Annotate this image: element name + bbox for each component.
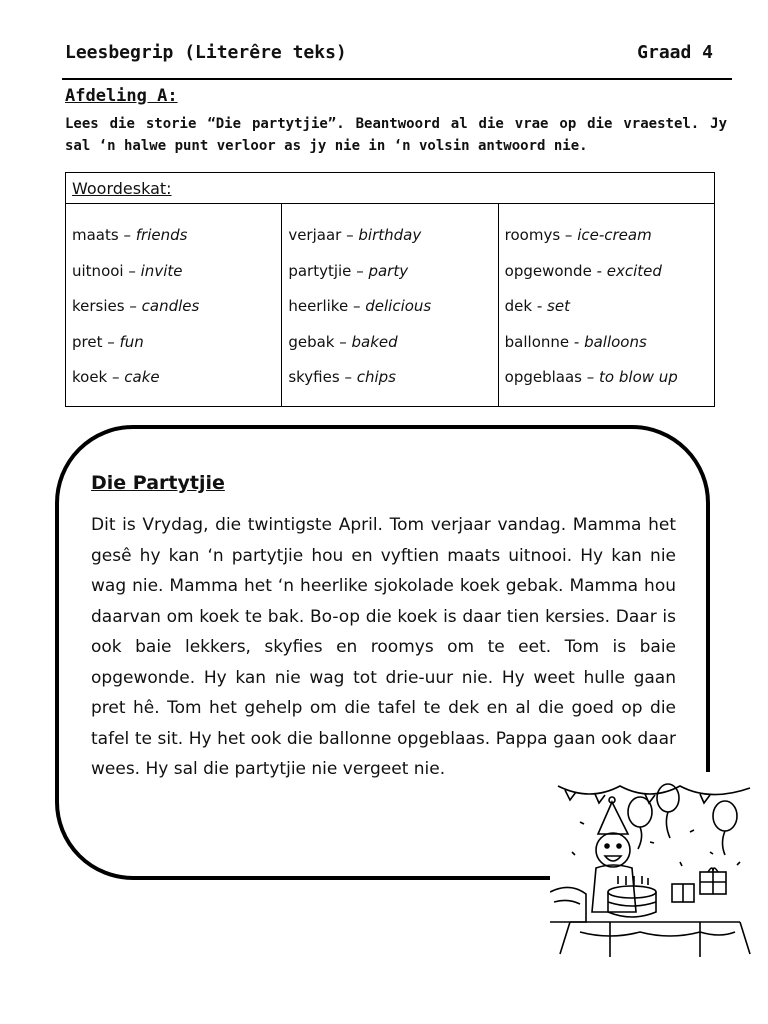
vocabulary-column <box>66 204 281 406</box>
vocabulary-english: baked <box>351 332 398 351</box>
vocabulary-afrikaans: verjaar <box>288 226 342 244</box>
vocabulary-entry <box>72 333 281 369</box>
vocabulary-afrikaans: partytjie <box>288 261 352 280</box>
birthday-boy-illustration <box>550 772 760 962</box>
header-divider <box>62 78 732 80</box>
vocabulary-columns <box>66 204 714 406</box>
vocabulary-separator: - <box>591 261 607 280</box>
vocabulary-afrikaans: koek <box>72 368 108 386</box>
vocabulary-column <box>281 204 497 406</box>
vocabulary-entry <box>72 226 281 262</box>
vocabulary-english: set <box>547 297 570 315</box>
vocabulary-separator: – <box>107 368 125 386</box>
vocabulary-entry <box>288 262 497 298</box>
vocabulary-afrikaans: ballonne <box>504 332 570 351</box>
vocabulary-english: delicious <box>365 297 432 315</box>
vocabulary-entry <box>72 297 281 333</box>
vocabulary-afrikaans: opgewonde <box>504 261 592 280</box>
vocabulary-separator: – <box>102 332 120 351</box>
vocabulary-english: chips <box>356 368 396 386</box>
vocabulary-entry <box>288 226 497 262</box>
vocabulary-afrikaans: heerlike <box>288 297 349 315</box>
vocabulary-entry <box>288 333 497 369</box>
vocabulary-english: to blow up <box>599 368 678 386</box>
section-title: Afdeling A: <box>65 86 178 106</box>
vocabulary-separator: – <box>341 226 359 244</box>
vocabulary-entry <box>505 226 714 262</box>
vocabulary-english: candles <box>141 297 200 315</box>
vocabulary-entry <box>505 368 714 404</box>
vocabulary-separator: – <box>351 261 369 280</box>
vocabulary-entry <box>288 368 497 404</box>
vocabulary-separator: - <box>569 332 585 351</box>
vocabulary-english: birthday <box>358 226 422 244</box>
vocabulary-separator: – <box>334 332 352 351</box>
vocabulary-separator: – <box>560 226 578 244</box>
birthday-party-drawing <box>550 772 760 962</box>
vocabulary-separator: – <box>339 368 357 386</box>
vocabulary-header <box>66 173 714 204</box>
vocabulary-table <box>65 172 715 407</box>
vocabulary-separator: – <box>348 297 366 315</box>
worksheet-title: Leesbegrip (Literêre teks) <box>65 42 347 63</box>
vocabulary-column <box>498 204 714 406</box>
vocabulary-english: party <box>368 261 409 280</box>
vocabulary-english: fun <box>119 332 144 351</box>
vocabulary-english: ice-cream <box>577 226 652 244</box>
vocabulary-afrikaans: pret <box>72 332 103 351</box>
vocabulary-separator: – <box>582 368 600 386</box>
vocabulary-english: excited <box>606 261 662 280</box>
vocabulary-entry <box>505 297 714 333</box>
vocabulary-afrikaans: opgeblaas <box>504 368 582 386</box>
vocabulary-english: cake <box>124 368 160 386</box>
vocabulary-separator: – <box>123 261 141 280</box>
vocabulary-separator: – <box>124 297 142 315</box>
vocabulary-english: invite <box>140 261 183 280</box>
vocabulary-entry <box>72 262 281 298</box>
vocabulary-entry <box>72 368 281 404</box>
vocabulary-afrikaans: kersies <box>72 297 125 315</box>
vocabulary-entry <box>505 262 714 298</box>
vocabulary-title: Woordeskat: <box>72 179 172 198</box>
vocabulary-afrikaans: roomys <box>504 226 561 244</box>
vocabulary-afrikaans: gebak <box>288 332 335 351</box>
vocabulary-afrikaans: uitnooi <box>72 261 124 280</box>
instructions: Lees die storie “Die partytjie”. Beantwoord al die vrae op die vraestel. Jy sal ‘n halwe punt verloor as jy nie in ‘n volsin antwoord nie. <box>65 116 727 154</box>
vocabulary-afrikaans: maats <box>72 226 119 244</box>
story-title: Die Partytjie <box>91 472 225 494</box>
vocabulary-afrikaans: dek <box>504 297 533 315</box>
vocabulary-entry <box>288 297 497 333</box>
story-text: Dit is Vrydag, die twintigste April. Tom verjaar vandag. Mamma het gesê hy kan ‘n partytjie hou en vyftien maats uitnooi. Hy kan nie wag nie. Mamma het ‘n heerlike sjokolade koek gebak. Mamma hou daarvan om koek te bak. Bo-op die koek is daar tien kersies. Daar is ook baie lekkers, skyfies en roomys om te eet. Tom is baie opgewonde. Hy kan nie wag tot drie-uur nie. Hy weet hulle gaan pret hê. Tom het gehelp om die tafel te dek en al die goed op die tafel te sit. Hy het ook die ballonne opgeblaas. Pappa gaan ook daar wees. Hy sal die partytjie nie vergeet nie. <box>91 515 676 779</box>
vocabulary-separator: - <box>532 297 548 315</box>
vocabulary-english: friends <box>135 226 188 244</box>
grade-label: Graad 4 <box>637 42 713 63</box>
vocabulary-afrikaans: skyfies <box>288 368 340 386</box>
vocabulary-entry <box>505 333 714 369</box>
vocabulary-separator: – <box>118 226 136 244</box>
vocabulary-english: balloons <box>584 332 647 351</box>
